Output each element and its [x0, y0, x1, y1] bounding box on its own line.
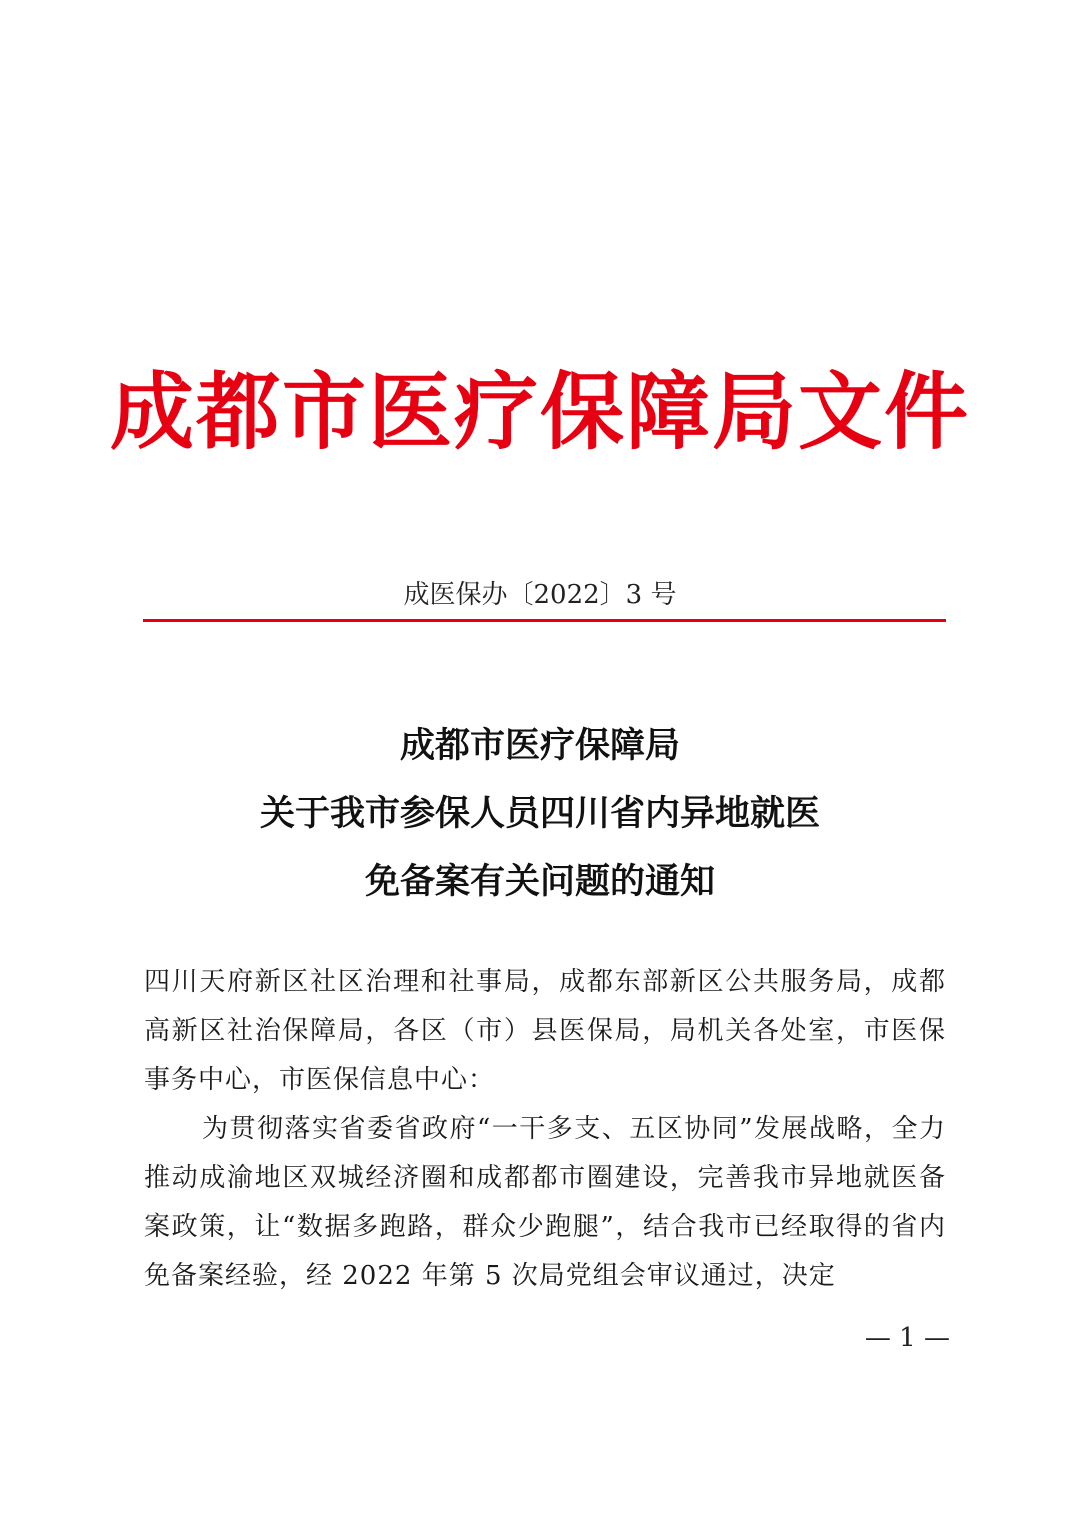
body-paragraph-1: 为贯彻落实省委省政府“一干多支、五区协同”发展战略，全力推动成渝地区双城经济圈和成都都市圈建设，完善我市异地就医备案政策，让“数据多跑路，群众少跑腿”，结合我市已经取得的省内免备案经验，经 2022 年第 5 次局党组会审议通过，决定	[144, 1114, 946, 1291]
document-body	[144, 958, 946, 1301]
recipients-paragraph: 四川天府新区社区治理和社事局，成都东部新区公共服务局，成都高新区社治保障局，各区（市）县医保局，局机关各处室，市医保事务中心，市医保信息中心：	[144, 967, 946, 1095]
red-divider-line	[143, 619, 946, 622]
title-line-2: 关于我市参保人员四川省内异地就医	[259, 793, 820, 834]
page-number: — 1 —	[864, 1323, 950, 1353]
document-masthead: 成都市医疗保障局文件	[109, 362, 970, 461]
title-line-1: 成都市医疗保障局	[399, 725, 680, 766]
document-number: 成医保办〔2022〕3 号	[403, 580, 677, 610]
document-title	[0, 712, 1080, 916]
title-line-3: 免备案有关问题的通知	[364, 861, 715, 902]
